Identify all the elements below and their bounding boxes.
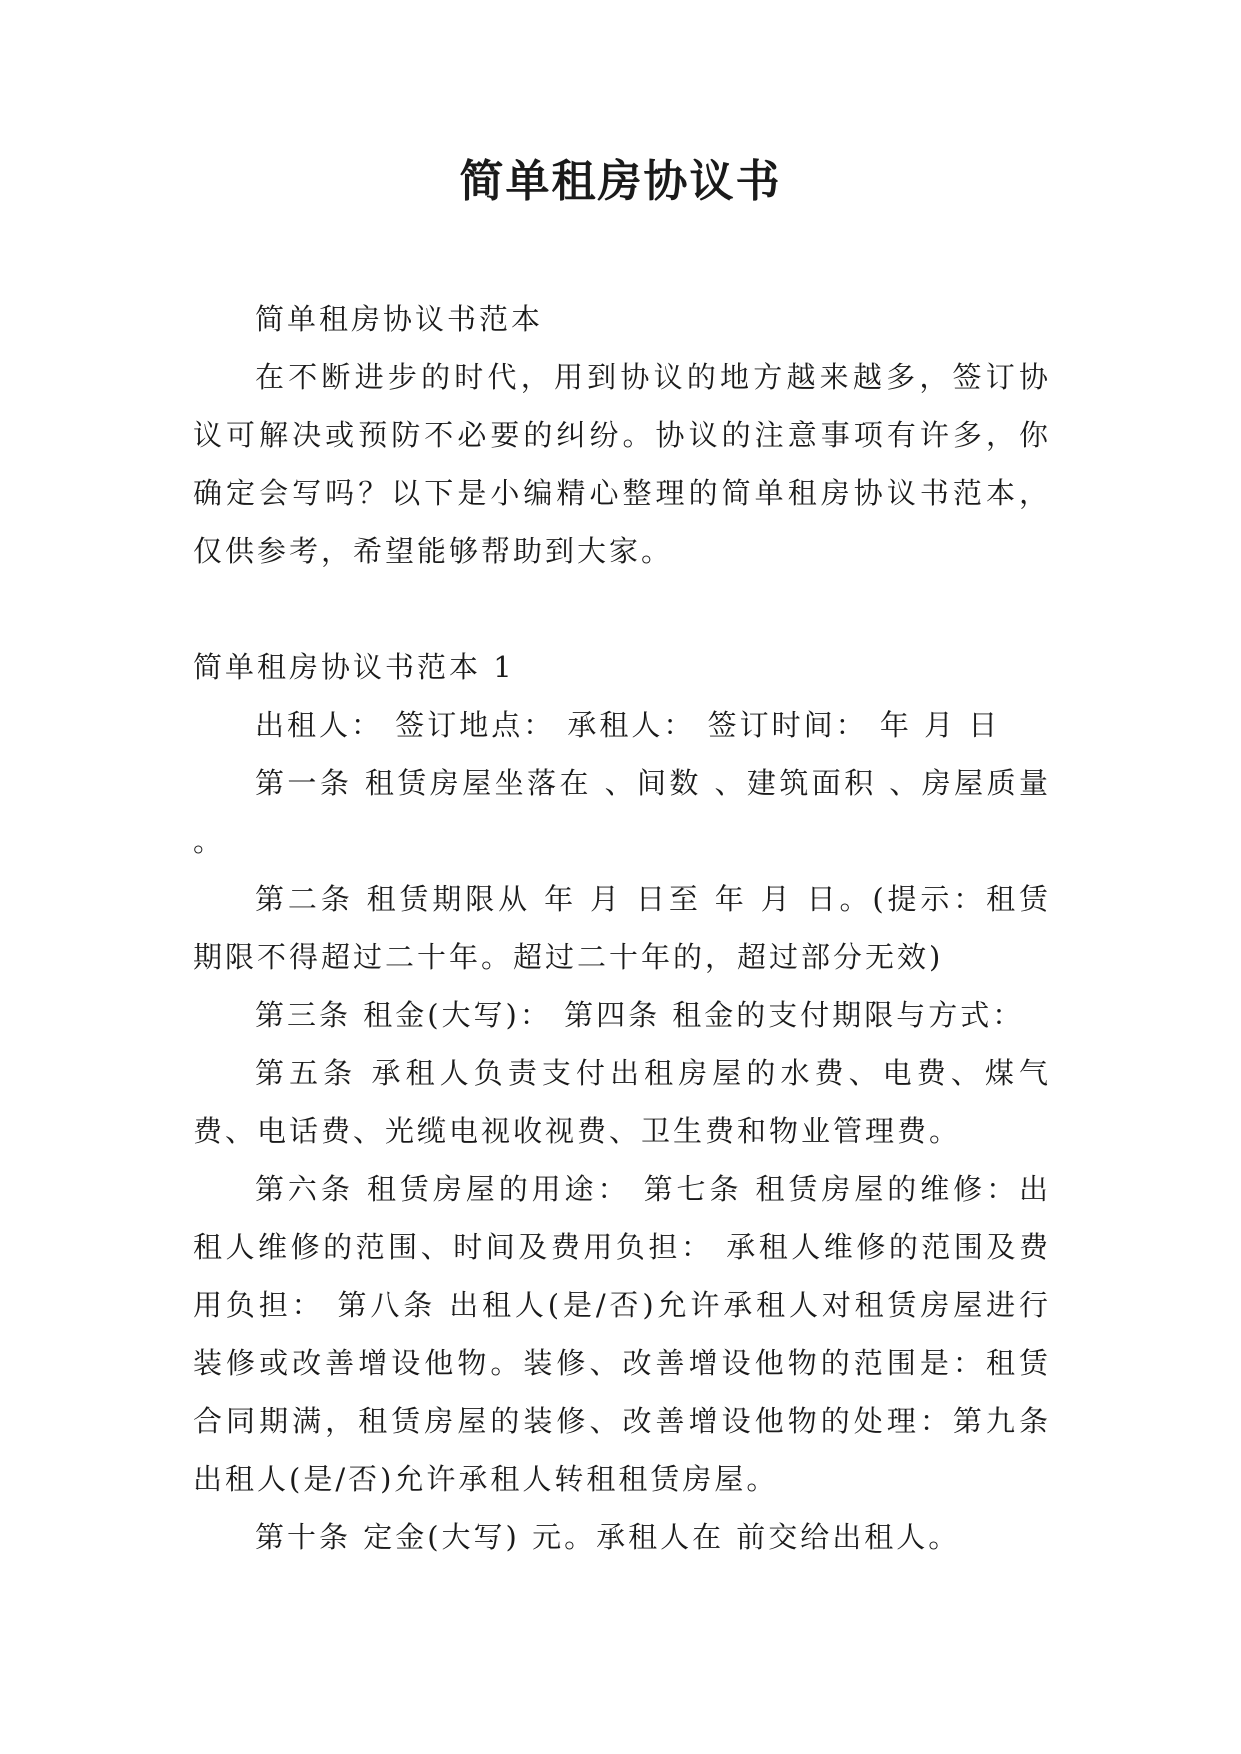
clause-6-9: 第六条 租赁房屋的用途： 第七条 租赁房屋的维修：出租人维修的范围、时间及费用负担： 承租人维修的范围及费用负担： 第八条 出租人(是/否)允许承租人对租赁房屋进行装修或改善增设他物。装修、改善增设他物的范围是：租赁合同期满，租赁房屋的装修、改善增设他物的处理：第九条 出租人(是/否)允许承租人转租租赁房屋。: [193, 1172, 1051, 1496]
clause-3-4: 第三条 租金(大写)： 第四条 租金的支付期限与方式：: [255, 998, 1025, 1032]
document-body: [193, 290, 1051, 1566]
clause-10: 第十条 定金(大写) 元。承租人在 前交给出租人。: [255, 1520, 961, 1554]
section-heading: 简单租房协议书范本 1: [193, 650, 515, 684]
intro-subtitle: 简单租房协议书范本: [255, 302, 544, 336]
intro-paragraph: 在不断进步的时代，用到协议的地方越来越多，签订协议可解决或预防不必要的纠纷。协议的注意事项有许多，你确定会写吗？以下是小编精心整理的简单租房协议书范本，仅供参考，希望能够帮助到大家。: [193, 360, 1051, 568]
clause-5: 第五条 承租人负责支付出租房屋的水费、电费、煤气费、电话费、光缆电视收视费、卫生费和物业管理费。: [193, 1056, 1051, 1148]
clause-parties: 出租人： 签订地点： 承租人： 签订时间： 年 月 日: [255, 708, 1001, 742]
document-title: 简单租房协议书: [459, 156, 782, 207]
clause-1: 第一条 租赁房屋坐落在 、间数 、建筑面积 、房屋质量 。: [193, 766, 1051, 858]
clause-2: 第二条 租赁期限从 年 月 日至 年 月 日。(提示：租赁期限不得超过二十年。超过二十年的，超过部分无效): [193, 882, 1051, 974]
